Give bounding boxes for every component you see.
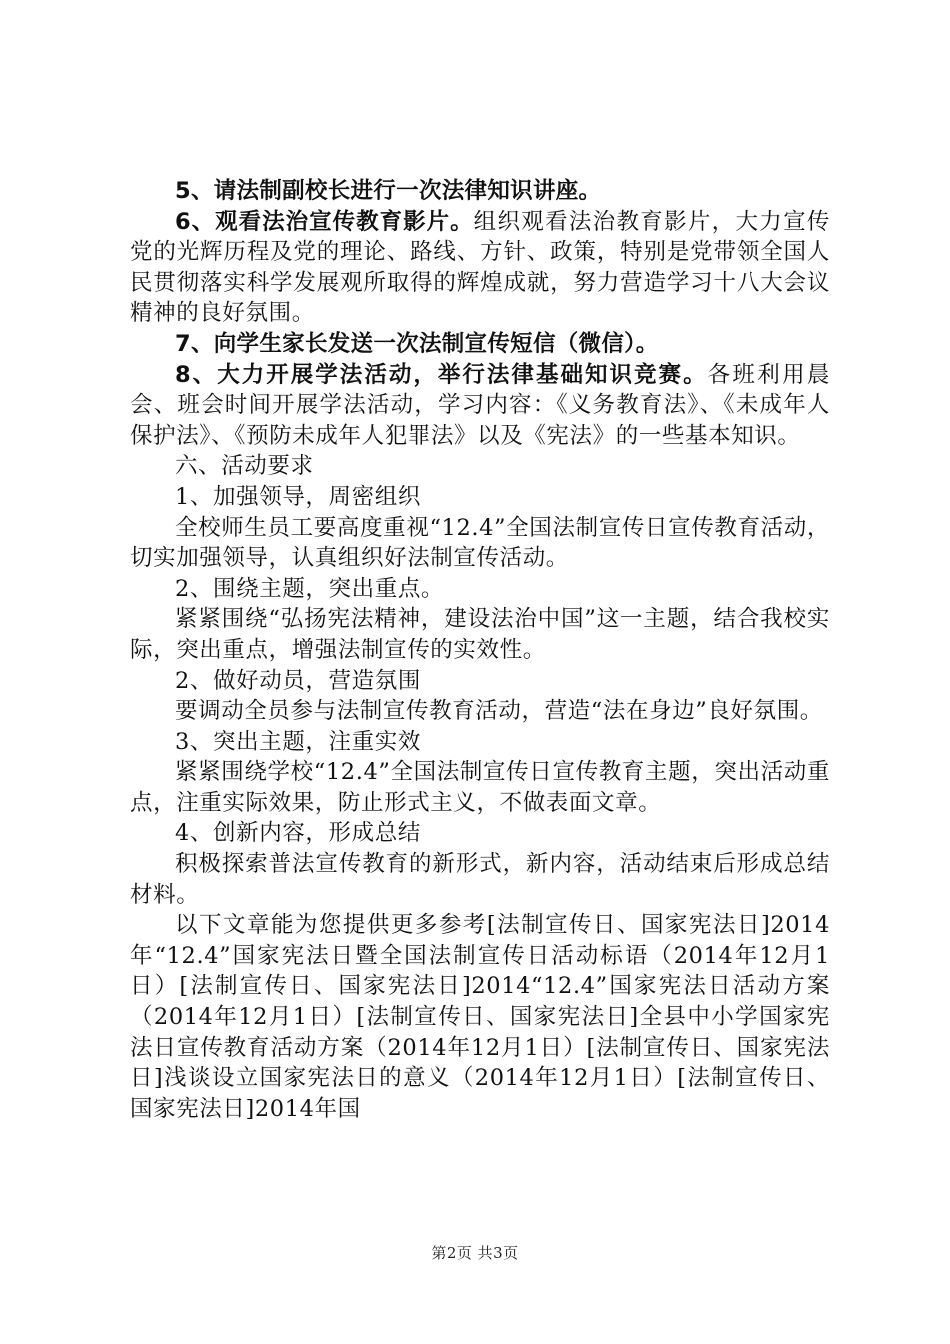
section-heading (130, 451, 830, 482)
paragraph-text: 以下文章能为您提供更多参考[法制宣传日、国家宪法日]2014年“12.4”国家宪法日暨全国法制宣传日活动标语（2014年12月1日）[法制宣传日、国家宪法日]2014“12.4”国家宪法日活动方案（2014年12月1日）[法制宣传日、国家宪法日]全县中小学国家宪法日宣传教育活动方案（2014年12月1日）[法制宣传日、国家宪法日]浅谈设立国家宪法日的意义（2014年12月1日）[法制宣传日、国家宪法日]2014年国 (130, 912, 830, 1122)
paragraph (130, 176, 830, 207)
subheading (130, 666, 830, 697)
bold-heading: 5、请法制副校长进行一次法律知识讲座。 (175, 178, 602, 204)
subheading (130, 482, 830, 513)
paragraph-text: 各班利用晨会、班会时间开展学法活动，学习内容：《义务教育法》、《未成年人保护法》、《预防未成年人犯罪法》以及《宪法》的一些基本知识。 (130, 361, 830, 449)
paragraph (130, 849, 830, 910)
paragraph (130, 360, 830, 452)
paragraph (130, 757, 830, 818)
paragraph (130, 604, 830, 665)
subheading (130, 574, 830, 605)
paragraph-text: 紧紧围绕“弘扬宪法精神，建设法治中国”这一主题，结合我校实际，突出重点，增强法制宣传的实效性。 (130, 606, 830, 663)
bold-heading: 8、大力开展学法活动，举行法律基础知识竞赛。 (175, 361, 708, 388)
paragraph (130, 696, 830, 727)
paragraph-text: 1、加强领导，周密组织 (175, 483, 421, 510)
paragraph (130, 910, 830, 1124)
bold-heading: 6、观看法治宣传教育影片。 (175, 208, 474, 235)
paragraph-text: 积极探索普法宣传教育的新形式，新内容，活动结束后形成总结材料。 (130, 851, 830, 908)
paragraph-text: 六、活动要求 (175, 453, 314, 480)
paragraph-text: 全校师生员工要高度重视“12.4”全国法制宣传日宣传教育活动，切实加强领导，认真组织好法制宣传活动。 (130, 514, 830, 572)
paragraph-text: 2、做好动员，营造氛围 (175, 667, 421, 694)
document-body (130, 176, 830, 1124)
paragraph-text: 紧紧围绕学校“12.4”全国法制宣传日宣传教育主题，突出活动重点，注重实际效果，防止形式主义，不做表面文章。 (130, 759, 830, 816)
paragraph-text: 4、创新内容，形成总结 (175, 820, 421, 847)
subheading (130, 818, 830, 849)
subheading (130, 727, 830, 758)
paragraph (130, 329, 830, 360)
paragraph-text: 3、突出主题，注重实效 (175, 728, 421, 755)
page-footer: 第2页 共3页 (431, 1244, 519, 1262)
bold-heading: 7、向学生家长发送一次法制宣传短信（微信）。 (175, 330, 659, 357)
paragraph (130, 513, 830, 574)
paragraph-text: 要调动全员参与法制宣传教育活动，营造“法在身边”良好氛围。 (175, 698, 823, 725)
paragraph-text: 组织观看法治教育影片，大力宣传党的光辉历程及党的理论、路线、方针、政策，特别是党带领全国人民贯彻落实科学发展观所取得的辉煌成就，努力营造学习十八大会议精神的良好氛围。 (130, 208, 830, 327)
paragraph (130, 207, 830, 329)
paragraph-text: 2、围绕主题，突出重点。 (175, 575, 445, 602)
